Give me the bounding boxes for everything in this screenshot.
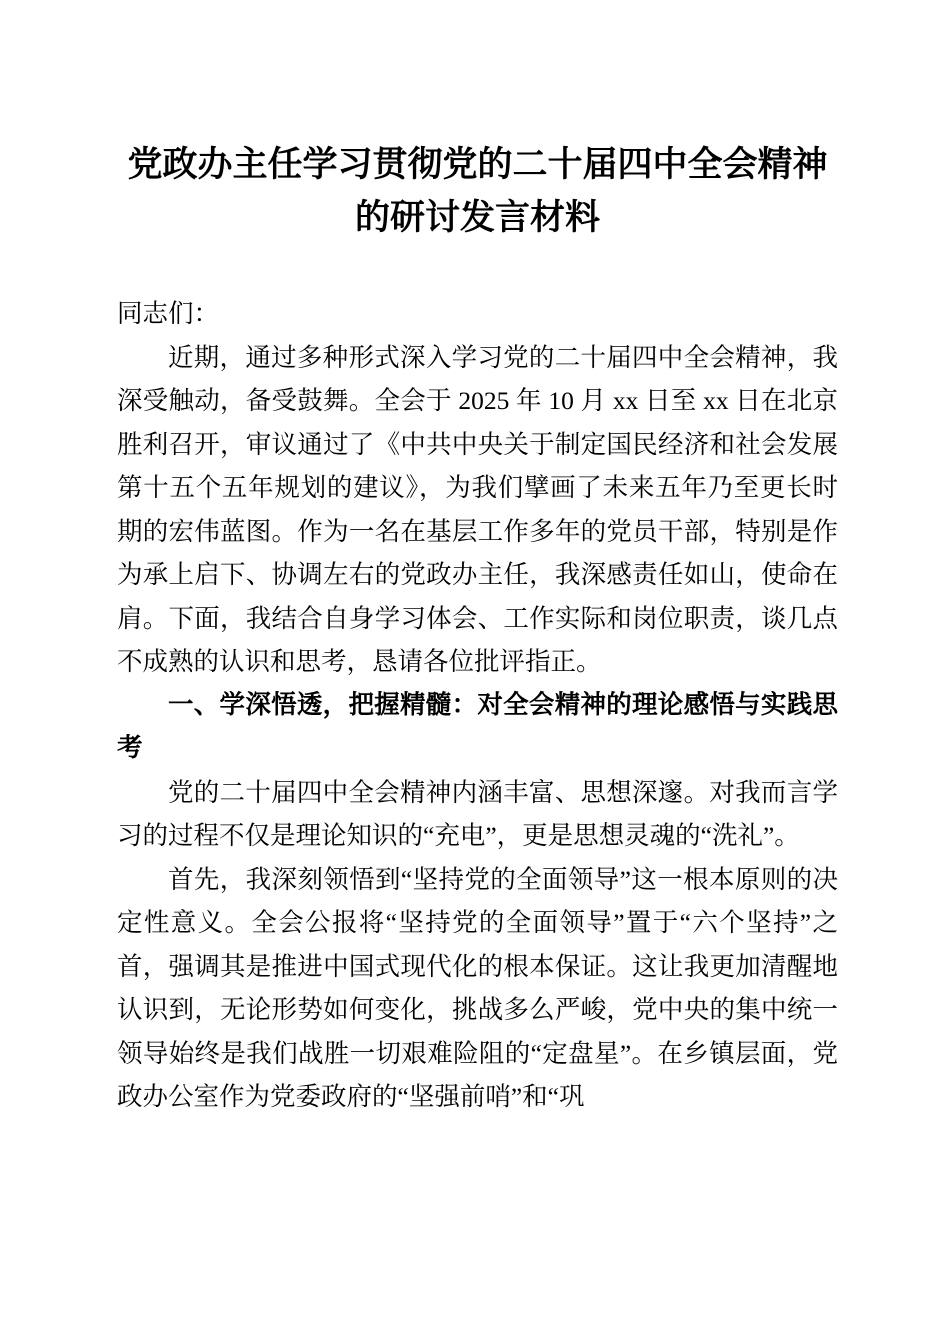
paragraph-first-insight: 首先，我深刻领悟到“坚持党的全面领导”这一根本原则的决定性意义。全会公报将“坚持党的全面领导”置于“六个坚持”之首，强调其是推进中国式现代化的根本保证。这让我更加清醒地认识到，无论形势如何变化，挑战多么严峻，党中央的集中统一领导始终是我们战胜一切艰难险阻的“定盘星”。在乡镇层面，党政办公室作为党委政府的“坚强前哨”和“巩: [117, 864, 838, 1111]
document-title: 党政办主任学习贯彻党的二十届四中全会精神的研讨发言材料: [127, 145, 828, 237]
paragraph-opening-remarks: 近期，通过多种形式深入学习党的二十届四中全会精神，我深受触动，备受鼓舞。全会于 2025 年 10 月 xx 日至 xx 日在北京胜利召开，审议通过了《中共中央关于制定国民经济和社会发展第十五个五年规划的建议》，为我们擘画了未来五年乃至更长时期的宏伟蓝图。作为一名在基层工作多年的党员干部，特别是作为承上启下、协调左右的党政办主任，我深感责任如山，使命在肩。下面，我结合自身学习体会、工作实际和岗位职责，谈几点不成熟的认识和思考，恳请各位批评指正。: [117, 342, 838, 676]
document-body: [117, 292, 838, 1119]
salutation-line: 同志们：: [117, 299, 220, 328]
section-heading-1: 一、学深悟透，把握精髓：对全会精神的理论感悟与实践思考: [117, 690, 838, 762]
paragraph-theory-overview: 党的二十届四中全会精神内涵丰富、思想深邃。对我而言学习的过程不仅是理论知识的“充电”，更是思想灵魂的“洗礼”。: [117, 777, 838, 850]
